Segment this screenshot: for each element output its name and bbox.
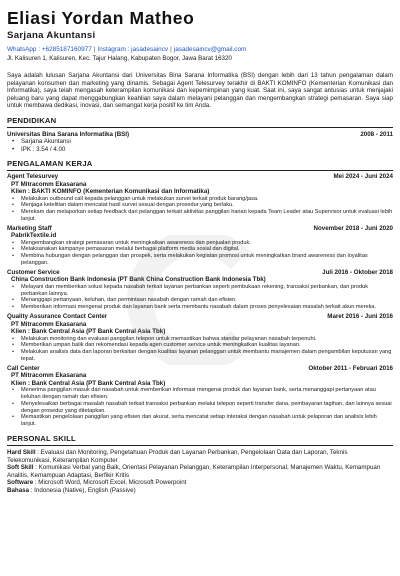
job-bullets	[7, 336, 393, 363]
job-company: PabrikTextile.id	[11, 232, 57, 240]
education-list	[7, 138, 393, 153]
list-item: • Memastikan pengelolaan panggilan yang efisien dan akurat, serta mencatat setiap interaksi dengan nasabah untuk pelaporan dan analisis lebih lanjut.	[7, 414, 393, 428]
instagram-link[interactable]: Instagram : jasadesaincv	[97, 46, 169, 53]
skills-block	[7, 449, 393, 495]
candidate-name: Eliasi Yordan Matheo	[7, 8, 195, 28]
list-item: • Menanggapi pertanyaan, keluhan, dan permintaan nasabah dengan ramah dan efisien.	[7, 297, 393, 304]
job-title: Marketing Staff	[7, 224, 52, 232]
list-item: • Membina hubungan dengan pelanggan dan prospek, serta melakukan kegiatan promosi untuk meningkatkan brand awareness dan loyalitas pelanggan.	[7, 253, 393, 267]
job-entry	[7, 173, 393, 223]
job-period: Juli 2016 - Oktober 2018	[322, 268, 393, 276]
experience-heading: PENGALAMAN KERJA	[7, 159, 393, 171]
skill-label: Bahasa	[7, 487, 30, 494]
email-link[interactable]: jasadesaincv@gmail.com	[173, 46, 247, 53]
job-header	[7, 313, 393, 321]
job-company: China Construction Bank Indonesia (PT Bank China Construction Bank Indonesia Tbk)	[11, 276, 266, 284]
job-bullets	[7, 196, 393, 223]
job-header	[7, 365, 393, 373]
job-title: Customer Service	[7, 268, 60, 276]
job-period: Mei 2024 - Juni 2024	[333, 173, 393, 180]
list-item: • Melakukan outbound call kepada pelanggan untuk melakukan survei terkait produk barang/jasa.	[7, 196, 393, 203]
list-item: • Sarjana Akuntansi	[7, 138, 393, 146]
profile-summary: Saya adalah lulusan Sarjana Akuntansi dari Universitas Bina Sarana Informatika (BSI) dengan lebih dari 13 tahun pengalaman dalam pelayanan konsumen dan marketing yang dinamis. Sebagai Agent Telesurvey terakhir di BAKTI KOMINFO (Kementerian Komunikasi dan Informatika), saya telah mengasah keterampilan komunikasi dan kepemimpinan yang kuat. Saat ini, saya sangat antusias untuk menjajaki peluang baru yang dapat menggabungkan keahlian saya dalam melayani pelanggan dan mengembangkan strategi pemasaran. Saya siap untuk membawa dedikasi, inovasi, dan semangat kerja positif ke tim Anda.	[7, 72, 393, 109]
job-client: Klien : Bank Central Asia (PT Bank Central Asia Tbk)	[11, 379, 166, 387]
whatsapp-link[interactable]: WhatsApp : +6285187160977	[7, 46, 92, 53]
job-entry	[7, 269, 393, 311]
list-item: • Memberikan umpan balik dan rekomendasi kepada agen customer service untuk meningkatkan kualitas layanan.	[7, 342, 393, 349]
job-period: Oktober 2011 - Februari 2016	[308, 364, 393, 372]
job-title: Quality Assurance Contact Center	[7, 313, 108, 321]
contact-line: WhatsApp : +6285187160977 | Instagram : jasadesaincv | jasadesaincv@gmail.com	[7, 46, 247, 53]
list-item: • Mengembangkan strategi pemasaran untuk meningkatkan awareness dan penjualan produk.	[7, 240, 393, 247]
job-title: Call Center	[7, 364, 40, 372]
skill-label: Software	[7, 479, 34, 487]
job-entry	[7, 365, 393, 428]
skill-line-hard	[7, 449, 393, 464]
job-bullets	[7, 387, 393, 428]
job-entry	[7, 313, 393, 363]
address: Jl. Kalisuren 1, Kalisuren, Kec. Tajur Halang, Kabupaten Bogor, Jawa Barat 16320	[7, 55, 232, 62]
skill-line-software	[7, 479, 393, 487]
job-period: Maret 2016 - Juni 2016	[327, 313, 393, 321]
list-item: • Melayani dan memberikan solusi kepada nasabah terkait layanan perbankan seperti pembukaan rekening, transaksi perbankan, dan produk perbankan lainnya.	[7, 284, 393, 298]
job-period: November 2018 - Juni 2020	[313, 224, 393, 232]
skill-line-soft	[7, 464, 393, 479]
job-bullets	[7, 240, 393, 267]
list-item: • Melakukan analisis data dan laporan berkaitan dengan kualitas layanan pelanggan untuk membantu manajemen dalam pengambilan keputusan yang tepat.	[7, 349, 393, 363]
list-item: • Menerima panggilan masuk dari nasabah untuk memberikan informasi mengenai produk dan layanan bank, serta menanggapi pertanyaan atau keluhan dengan ramah dan efisien.	[7, 387, 393, 401]
skill-text: : Evaluasi dan Monitoring, Pengetahuan Produk dan Layanan Perbankan, Pengelolaan Data dan Laporan, Teknis Telekomunikasi, Keterampilan Komputer	[7, 449, 348, 464]
skill-text: : Komunikasi Verbal yang Baik, Orientasi Pelayanan Pelanggan, Keterampilan Interpersonal, Manajemen Waktu, Kemampuan Analitis, Kemampuan Adaptasi, Berfikir Kritis	[7, 464, 381, 479]
list-item: • IPK : 3.54 / 4.00	[7, 146, 393, 154]
list-item: • Melakukan monitoring dan evaluasi panggilan telepon untuk memastikan bahwa standar pelayanan nasabah terpenuhi.	[7, 336, 393, 343]
list-item: • Melaksanakan kampanye pemasaran melalui berbagai platform media sosial dan digital.	[7, 246, 393, 253]
education-school: Universitas Bina Sarana Informatika (BSI)	[7, 130, 130, 138]
skill-text: : Microsoft Word, Microsoft Excel, Microsoft Powerpoint	[33, 479, 187, 487]
skill-text: : Indonesia (Native), English (Passive)	[29, 487, 136, 494]
job-title: Agent Telesurvey	[7, 173, 59, 180]
job-entry	[7, 225, 393, 267]
job-client: Klien : BAKTI KOMINFO (Kementerian Komunikasi dan Informatika)	[11, 188, 210, 195]
skill-label: Hard Skill	[7, 449, 36, 457]
education-heading: PENDIDIKAN	[7, 116, 393, 128]
list-item: • Menjaga ketelitian dalam mencatat hasil survei sesuai dengan prosedur yang berlaku.	[7, 202, 393, 209]
candidate-title: Sarjana Akuntansi	[7, 30, 96, 41]
job-header	[7, 225, 393, 233]
job-bullets	[7, 284, 393, 311]
list-item: • Menyelesaikan berbagai masalah nasabah terkait transaksi perbankan melalui telepon seperti transfer dana, pembayaran tagihan, dan lainnya sesuai dengan prosedur yang ditetapkan.	[7, 401, 393, 415]
education-row	[7, 131, 393, 139]
job-company: PT Mitracomm Ekasarana	[11, 320, 87, 328]
list-item: • Merekam dan melaporkan setiap feedback dari pelanggan terkait aktivitas panggilan harian kepada Team Leader atau Supervisor untuk evaluasi lebih lanjut.	[7, 209, 393, 223]
skill-line-language	[7, 487, 393, 495]
job-header	[7, 269, 393, 277]
job-header	[7, 173, 393, 181]
skills-heading: PERSONAL SKILL	[7, 434, 393, 446]
job-company: PT Mitracomm Ekasarana	[11, 372, 87, 380]
skill-label: Soft Skill	[7, 464, 34, 472]
job-client: Klien : Bank Central Asia (PT Bank Central Asia Tbk)	[11, 328, 166, 336]
job-company: PT Mitracomm Ekasarana	[11, 180, 87, 188]
list-item: • Memberikan informasi mengenai produk dan layanan bank serta membantu nasabah dalam proses penyelesaian masalah terkait akun mereka.	[7, 304, 393, 311]
education-period: 2008 - 2011	[360, 130, 393, 138]
